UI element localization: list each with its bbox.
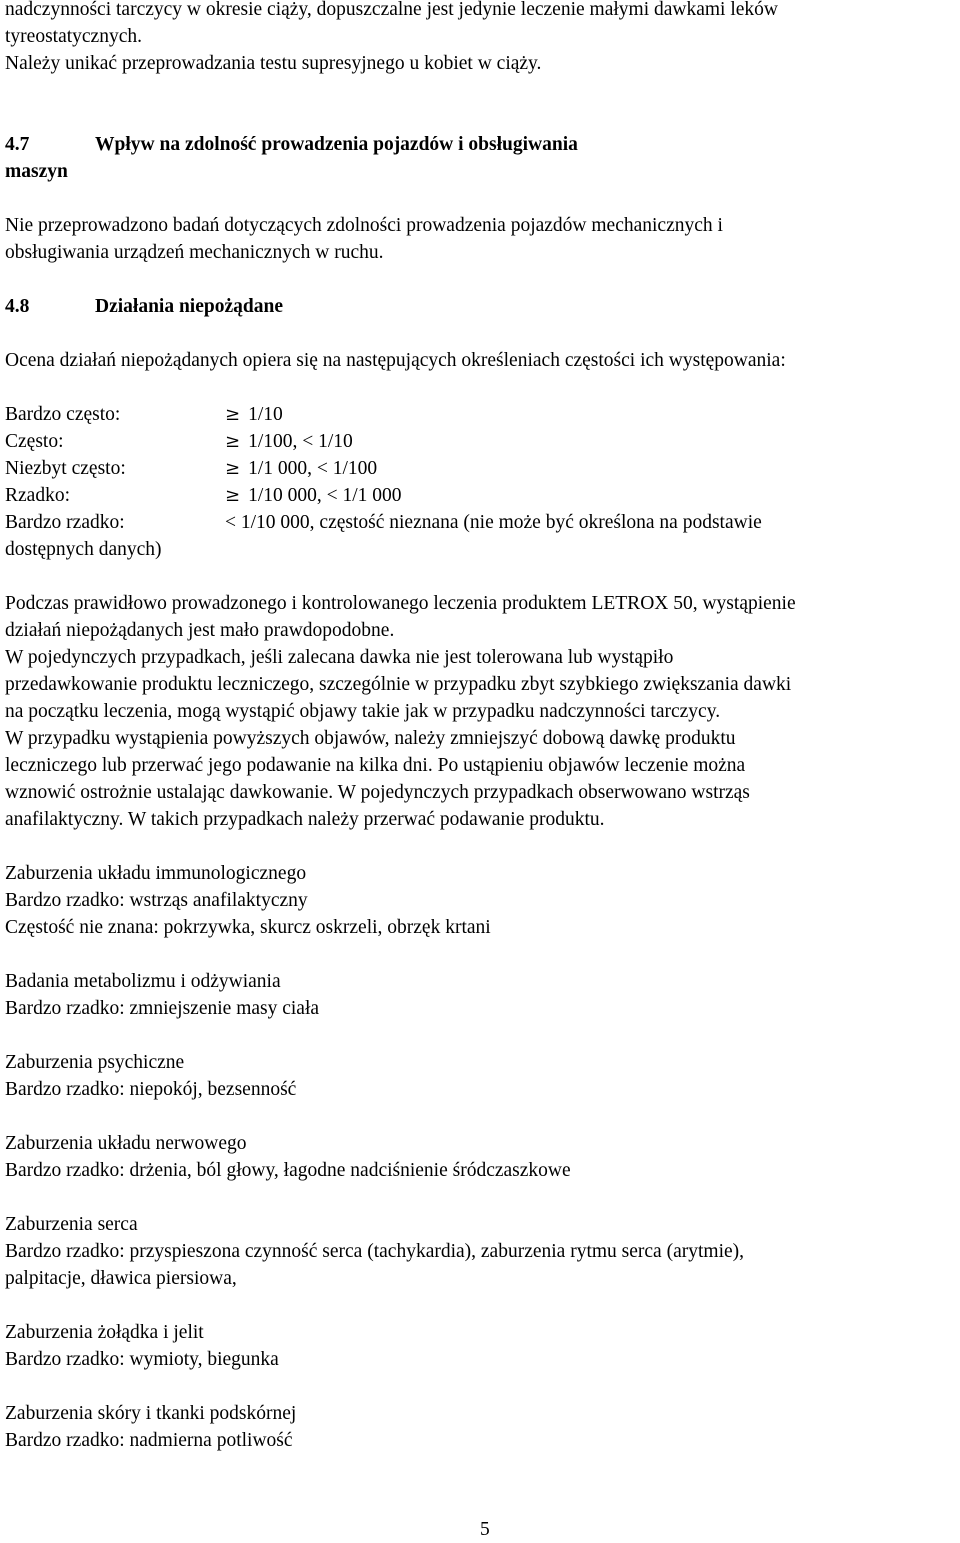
greater-equal-icon: ≥ [225,404,241,425]
group-line: palpitacje, dławica piersiowa, [5,1268,237,1289]
section-4-7-title-continuation: maszyn [5,161,68,182]
frequency-label: Rzadko: [5,485,70,506]
section-4-8-intro: Ocena działań niepożądanych opiera się na następujących określeniach częstości ich występowania: [5,350,786,371]
paragraph-line: W pojedynczych przypadkach, jeśli zalecana dawka nie jest tolerowana lub wystąpiło [5,647,674,668]
frequency-value: 1/10 [248,404,283,425]
intro-line-2: tyreostatycznych. [5,26,142,47]
group-heading: Zaburzenia serca [5,1214,138,1235]
frequency-label: Bardzo rzadko: [5,512,125,533]
frequency-label: Niezbyt często: [5,458,126,479]
frequency-value: 1/1 000, < 1/100 [248,458,378,479]
greater-equal-icon: ≥ [225,458,241,479]
section-4-7-body-line-2: obsługiwania urządzeń mechanicznych w ruchu. [5,242,384,263]
frequency-value: 1/10 000, < 1/1 000 [248,485,402,506]
section-4-7-title: Wpływ na zdolność prowadzenia pojazdów i obsługiwania [95,134,578,155]
group-heading: Zaburzenia żołądka i jelit [5,1322,204,1343]
section-4-7-body-line-1: Nie przeprowadzono badań dotyczących zdolności prowadzenia pojazdów mechanicznych i [5,215,723,236]
frequency-row [5,455,955,482]
page-number: 5 [480,1519,490,1540]
group-line: Bardzo rzadko: drżenia, ból głowy, łagodne nadciśnienie śródczaszkowe [5,1160,571,1181]
frequency-row [5,401,955,428]
group-line: Bardzo rzadko: niepokój, bezsenność [5,1079,297,1100]
group-heading: Zaburzenia psychiczne [5,1052,185,1073]
section-4-8-heading [5,293,283,320]
group-line: Bardzo rzadko: wymioty, biegunka [5,1349,279,1370]
group-heading: Zaburzenia układu nerwowego [5,1133,247,1154]
paragraph-line: wznowić ostrożnie ustalając dawkowanie. W pojedynczych przypadkach obserwowano wstrząs [5,782,750,803]
greater-equal-icon: ≥ [225,485,241,506]
paragraph-line: działań niepożądanych jest mało prawdopodobne. [5,620,395,641]
paragraph-line: leczniczego lub przerwać jego podawanie na kilka dni. Po ustąpieniu objawów leczenie można [5,755,746,776]
frequency-continuation: dostępnych danych) [5,539,162,560]
group-heading: Badania metabolizmu i odżywiania [5,971,281,992]
group-line: Bardzo rzadko: przyspieszona czynność serca (tachykardia), zaburzenia rytmu serca (arytmie), [5,1241,745,1262]
paragraph-line: przedawkowanie produktu leczniczego, szczególnie w przypadku zbyt szybkiego zwiększania dawki [5,674,792,695]
group-heading: Zaburzenia skóry i tkanki podskórnej [5,1403,297,1424]
group-line: Częstość nie znana: pokrzywka, skurcz oskrzeli, obrzęk krtani [5,917,491,938]
frequency-value: 1/100, < 1/10 [248,431,353,452]
section-4-8-title: Działania niepożądane [95,296,283,317]
frequency-row [5,428,955,455]
intro-line-3: Należy unikać przeprowadzania testu supresyjnego u kobiet w ciąży. [5,53,542,74]
frequency-value: < 1/10 000, częstość nieznana (nie może być określona na podstawie [225,512,762,533]
frequency-row [5,509,955,536]
frequency-label: Bardzo często: [5,404,121,425]
group-line: Bardzo rzadko: nadmierna potliwość [5,1430,293,1451]
greater-equal-icon: ≥ [225,431,241,452]
paragraph-line: na początku leczenia, mogą wystąpić objawy takie jak w przypadku nadczynności tarczycy. [5,701,721,722]
paragraph-line: anafilaktyczny. W takich przypadkach należy przerwać podawanie produktu. [5,809,605,830]
section-4-7-heading [5,131,578,158]
group-line: Bardzo rzadko: zmniejszenie masy ciała [5,998,320,1019]
section-4-7-number: 4.7 [5,134,30,155]
paragraph-line: W przypadku wystąpienia powyższych objawów, należy zmniejszyć dobową dawkę produktu [5,728,736,749]
frequency-row [5,482,955,509]
section-4-8-number: 4.8 [5,296,30,317]
group-heading: Zaburzenia układu immunologicznego [5,863,307,884]
frequency-label: Często: [5,431,64,452]
group-line: Bardzo rzadko: wstrząs anafilaktyczny [5,890,308,911]
paragraph-line: Podczas prawidłowo prowadzonego i kontrolowanego leczenia produktem LETROX 50, wystąpienie [5,593,796,614]
intro-line-1: nadczynności tarczycy w okresie ciąży, dopuszczalne jest jedynie leczenie małymi dawkami leków [5,0,778,20]
